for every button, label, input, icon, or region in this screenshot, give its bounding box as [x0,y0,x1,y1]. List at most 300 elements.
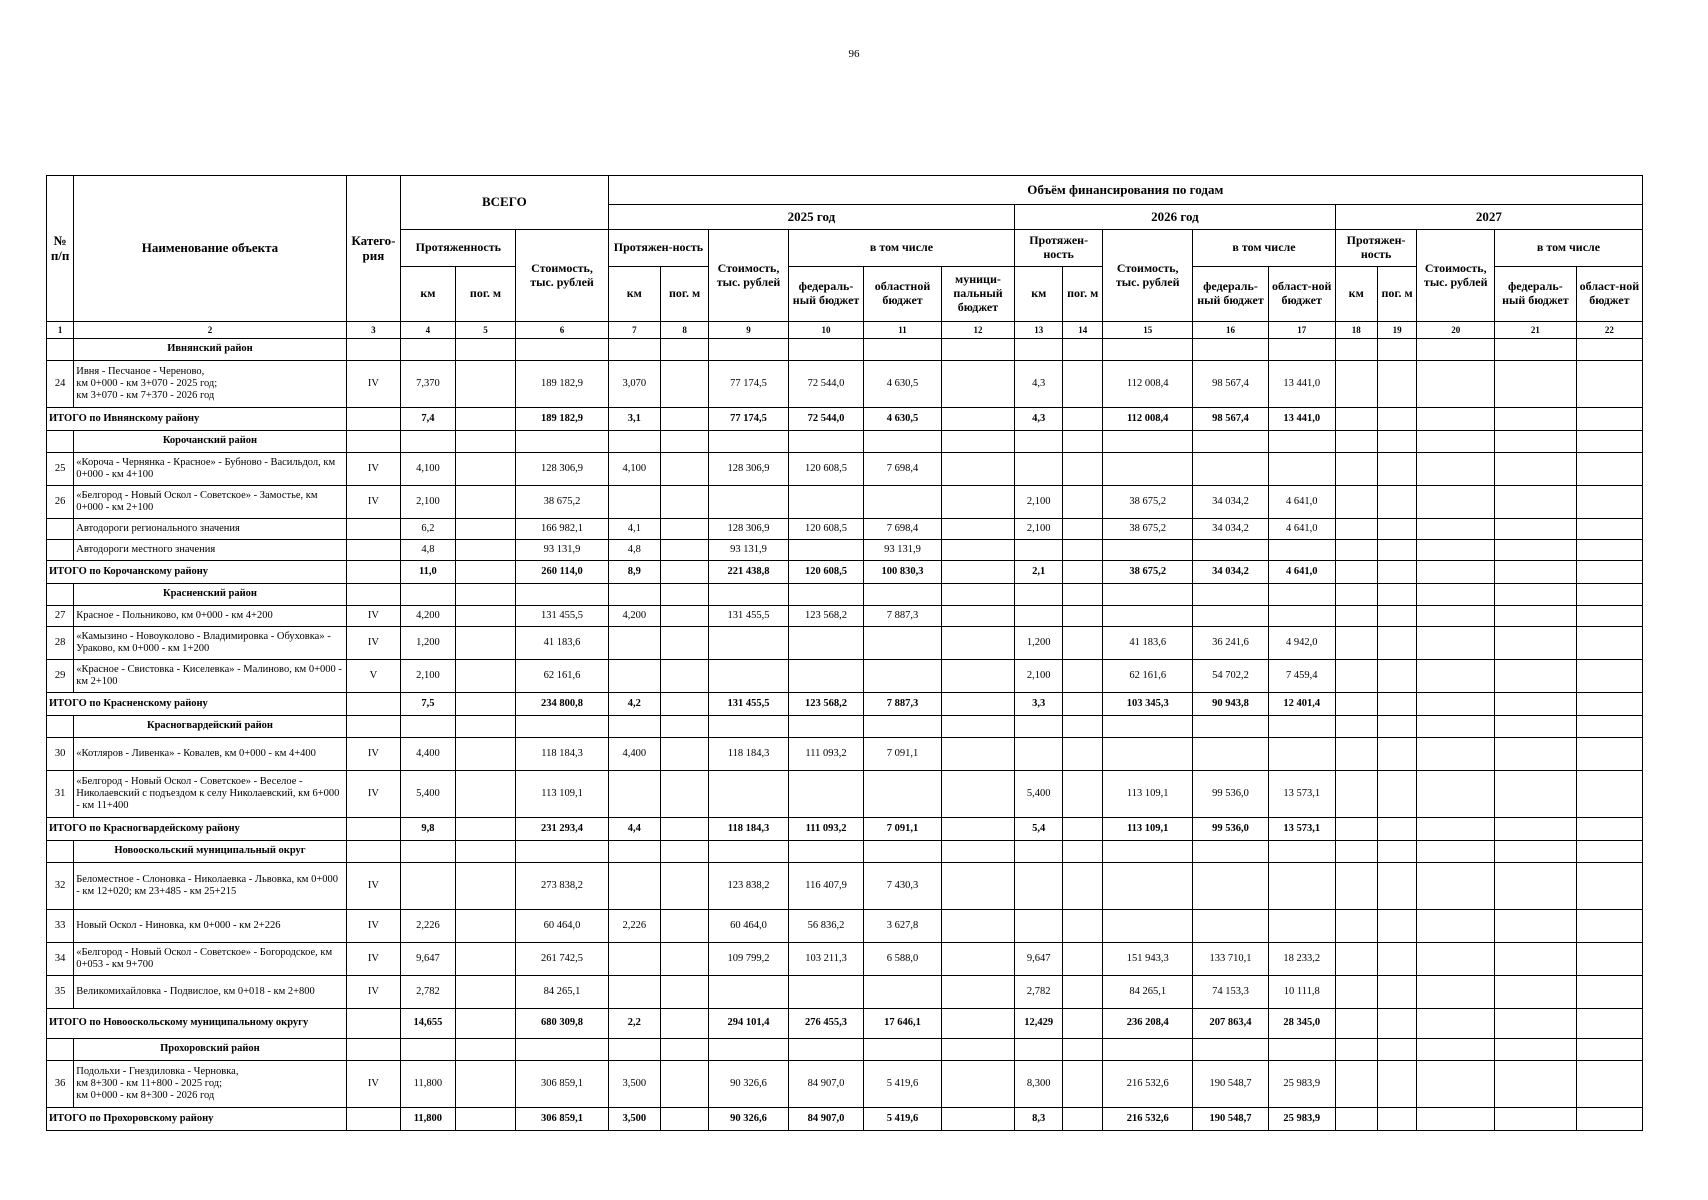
cell-y25-pog [661,1108,709,1131]
cell-y25-mun [941,361,1014,408]
cell-cost: 273 838,2 [516,863,608,910]
header-2026-length: Протяжен-ность [1015,230,1103,267]
cell-km: 1,200 [401,627,455,660]
header-year-2026: 2026 год [1015,205,1336,230]
cell-y25-fed: 123 568,2 [788,693,863,716]
cell-y25-km [608,771,660,818]
empty-cell [1377,584,1417,606]
table-row [47,361,1643,408]
empty-cell [608,584,660,606]
empty-cell [1377,431,1417,453]
cell-y26-km: 2,100 [1015,486,1063,519]
empty-cell [1576,1039,1642,1061]
cell-object-name: Красное - Польниково, км 0+000 - км 4+200 [74,606,346,627]
cell-y26-cost: 216 532,6 [1103,1061,1193,1108]
cell-2027-empty [1417,771,1495,818]
cell-y25-pog [661,627,709,660]
cell-pog [455,453,516,486]
cell-y26-pog [1063,738,1103,771]
cell-y26-cost: 41 183,6 [1103,627,1193,660]
total-row [47,1009,1643,1039]
cell-2027-empty [1495,738,1577,771]
cell-y25-obl: 7 887,3 [864,693,942,716]
cell-y25-km: 3,1 [608,408,660,431]
cell-y25-km [608,660,660,693]
cell-km: 6,2 [401,519,455,540]
empty-cell [1377,1039,1417,1061]
empty-cell [1063,716,1103,738]
cell-km: 11,800 [401,1108,455,1131]
cell-number: 36 [47,1061,74,1108]
cell-y25-fed: 116 407,9 [788,863,863,910]
cell-y25-pog [661,738,709,771]
column-number: 21 [1495,322,1577,339]
cell-y26-fed: 99 536,0 [1193,771,1268,818]
cell-y26-km: 2,1 [1015,561,1063,584]
cell-y26-pog [1063,606,1103,627]
cell-2027-empty [1417,486,1495,519]
empty-cell [1576,339,1642,361]
cell-km: 7,5 [401,693,455,716]
cell-pog [455,486,516,519]
empty-cell [864,841,942,863]
cell-y25-mun [941,519,1014,540]
cell-2027-empty [1377,910,1417,943]
cell-y25-km: 4,4 [608,818,660,841]
cell-2027-empty [1576,606,1642,627]
cell-number: 27 [47,606,74,627]
cell-y25-obl [864,976,942,1009]
cell-2027-empty [1335,486,1377,519]
cell-y25-km: 4,1 [608,519,660,540]
cell-y25-fed: 72 544,0 [788,408,863,431]
section-name: Ивнянский район [74,339,346,361]
cell-km: 2,100 [401,486,455,519]
cell-y26-cost [1103,863,1193,910]
empty-cell [788,1039,863,1061]
cell-y25-obl: 7 698,4 [864,453,942,486]
cell-y26-fed: 34 034,2 [1193,486,1268,519]
column-number: 9 [709,322,789,339]
cell-cost: 93 131,9 [516,540,608,561]
cell-2027-empty [1576,976,1642,1009]
cell-y26-cost: 84 265,1 [1103,976,1193,1009]
cell-y26-cost: 38 675,2 [1103,486,1193,519]
cell-y25-cost: 90 326,6 [709,1061,789,1108]
header-no: № п/п [47,176,74,322]
cell-y26-obl: 18 233,2 [1268,943,1335,976]
cell-object-name: Подольхи - Гнездиловка - Черновка, км 8+300 - км 11+800 - 2025 год; км 0+000 - км 8+300 - 2026 год [74,1061,346,1108]
cell-y25-cost: 77 174,5 [709,408,789,431]
cell-2027-empty [1377,561,1417,584]
cell-y26-km: 3,3 [1015,693,1063,716]
cell-2027-empty [1377,818,1417,841]
header-2027-cost: Стоимость, тыс. рублей [1417,230,1495,322]
empty-cell [1268,584,1335,606]
cell-y25-fed: 111 093,2 [788,818,863,841]
cell-km: 4,400 [401,738,455,771]
empty-cell [941,1039,1014,1061]
cell-y25-mun [941,693,1014,716]
cell-y26-fed: 207 863,4 [1193,1009,1268,1039]
cell-2027-empty [1576,519,1642,540]
cell-y26-pog [1063,540,1103,561]
cell-y25-pog [661,540,709,561]
empty-cell [1417,339,1495,361]
empty-cell [455,841,516,863]
column-number: 10 [788,322,863,339]
empty-cell [401,1039,455,1061]
cell-y25-mun [941,1061,1014,1108]
cell-y25-fed: 56 836,2 [788,910,863,943]
cell-y25-cost: 118 184,3 [709,738,789,771]
cell-y26-fed: 133 710,1 [1193,943,1268,976]
cell-y25-mun [941,910,1014,943]
cell-cost: 306 859,1 [516,1061,608,1108]
cell-pog [455,693,516,716]
cell-y26-pog [1063,361,1103,408]
header-2025-km: км [608,267,660,322]
cell-y26-km: 2,100 [1015,519,1063,540]
cell-y26-pog [1063,453,1103,486]
cell-y26-obl: 13 441,0 [1268,408,1335,431]
cell-y25-mun [941,486,1014,519]
empty-cell [941,841,1014,863]
cell-2027-empty [1495,976,1577,1009]
empty-cell [455,431,516,453]
cell-y25-mun [941,738,1014,771]
cell-y25-fed: 123 568,2 [788,606,863,627]
empty-cell [661,584,709,606]
cell-y25-mun [941,818,1014,841]
cell-category [346,1009,400,1039]
cell-y26-obl: 25 983,9 [1268,1061,1335,1108]
cell-y26-fed [1193,606,1268,627]
cell-y26-fed [1193,910,1268,943]
cell-y25-cost [709,976,789,1009]
cell-y26-cost [1103,606,1193,627]
empty-cell [346,841,400,863]
cell-y25-fed [788,660,863,693]
cell-y25-pog [661,408,709,431]
cell-y25-pog [661,693,709,716]
cell-y26-cost [1103,738,1193,771]
cell-category [346,818,400,841]
cell-2027-empty [1377,361,1417,408]
empty-cell [1417,841,1495,863]
empty-cell [709,584,789,606]
cell-y25-fed: 111 093,2 [788,738,863,771]
cell-y25-pog [661,453,709,486]
cell-y25-pog [661,1009,709,1039]
cell-y26-km: 12,429 [1015,1009,1063,1039]
cell-pog [455,606,516,627]
header-2025-cost: Стоимость, тыс. рублей [709,230,789,322]
empty-cell [709,716,789,738]
table-row [47,771,1643,818]
empty-cell [1335,339,1377,361]
cell-y26-km [1015,738,1063,771]
empty-cell [1063,339,1103,361]
cell-2027-empty [1576,863,1642,910]
cell-y25-mun [941,863,1014,910]
cell-y25-obl: 93 131,9 [864,540,942,561]
empty-cell [1335,841,1377,863]
cell-y25-fed: 103 211,3 [788,943,863,976]
cell-2027-empty [1335,863,1377,910]
cell-2027-empty [1576,818,1642,841]
empty-cell [1335,431,1377,453]
cell-category: IV [346,361,400,408]
header-total-pog: пог. м [455,267,516,322]
empty-cell [864,584,942,606]
cell-km: 5,400 [401,771,455,818]
cell-y25-cost: 123 838,2 [709,863,789,910]
cell-category [346,408,400,431]
empty-cell [1103,584,1193,606]
header-2025-mun: муници-пальный бюджет [941,267,1014,322]
cell-y25-fed [788,540,863,561]
cell-y25-mun [941,606,1014,627]
cell-2027-empty [1576,453,1642,486]
empty-cell [1063,431,1103,453]
cell-y26-cost: 236 208,4 [1103,1009,1193,1039]
cell-2027-empty [1417,660,1495,693]
total-row [47,408,1643,431]
header-name: Наименование объекта [74,176,346,322]
header-year-2027: 2027 [1335,205,1642,230]
cell-y25-cost: 60 464,0 [709,910,789,943]
empty-cell [608,431,660,453]
cell-y26-km: 1,200 [1015,627,1063,660]
cell-2027-empty [1377,1108,1417,1131]
header-year-2025: 2025 год [608,205,1015,230]
cell-2027-empty [1495,408,1577,431]
cell-2027-empty [1495,818,1577,841]
cell-y26-km: 8,300 [1015,1061,1063,1108]
empty-cell [941,431,1014,453]
cell-2027-empty [1335,738,1377,771]
empty-cell [661,339,709,361]
cell-y25-km: 4,8 [608,540,660,561]
cell-y26-cost: 112 008,4 [1103,408,1193,431]
cell-2027-empty [1495,361,1577,408]
section-row [47,584,1643,606]
cell-2027-empty [1495,660,1577,693]
header-2025-incl: в том числе [788,230,1014,267]
empty-cell [1015,339,1063,361]
cell-y25-mun [941,561,1014,584]
cell-cost: 189 182,9 [516,408,608,431]
empty-cell [1495,584,1577,606]
cell-y26-pog [1063,976,1103,1009]
column-number: 3 [346,322,400,339]
header-total-length: Протяженность [401,230,516,267]
cell-2027-empty [1576,1108,1642,1131]
cell-number: 28 [47,627,74,660]
empty-cell [661,1039,709,1061]
cell-y25-pog [661,910,709,943]
empty-cell [1015,841,1063,863]
cell-y26-obl [1268,738,1335,771]
section-row [47,431,1643,453]
column-number: 1 [47,322,74,339]
column-number: 12 [941,322,1014,339]
cell-2027-empty [1417,540,1495,561]
cell-y25-pog [661,943,709,976]
cell-cost: 166 982,1 [516,519,608,540]
cell-y26-obl: 4 942,0 [1268,627,1335,660]
cell-2027-empty [1417,453,1495,486]
cell-y25-obl: 7 091,1 [864,738,942,771]
empty-cell [788,431,863,453]
empty-cell [346,584,400,606]
cell-y25-cost: 118 184,3 [709,818,789,841]
cell-category: V [346,660,400,693]
cell-y26-pog [1063,486,1103,519]
cell-y25-obl [864,771,942,818]
empty-cell [1335,1039,1377,1061]
empty-cell [788,584,863,606]
empty-cell [1495,841,1577,863]
cell-2027-empty [1377,519,1417,540]
header-2026-obl: област-ной бюджет [1268,267,1335,322]
cell-km: 7,4 [401,408,455,431]
cell-2027-empty [1417,818,1495,841]
empty-cell [401,841,455,863]
cell-km: 2,782 [401,976,455,1009]
column-number: 17 [1268,322,1335,339]
header-2027-incl: в том числе [1495,230,1643,267]
cell-2027-empty [1335,660,1377,693]
empty-cell [1335,716,1377,738]
empty-cell [1576,584,1642,606]
cell-2027-empty [1576,693,1642,716]
cell-pog [455,771,516,818]
cell-number: 30 [47,738,74,771]
cell-y25-pog [661,606,709,627]
empty-cell [1377,841,1417,863]
cell-pog [455,943,516,976]
cell-y26-pog [1063,1009,1103,1039]
total-label: ИТОГО по Ивнянскому району [47,408,347,431]
cell-km: 9,647 [401,943,455,976]
cell-cost: 113 109,1 [516,771,608,818]
empty-cell [864,339,942,361]
cell-y25-fed: 84 907,0 [788,1108,863,1131]
empty-cell [1193,584,1268,606]
cell-y25-obl: 7 698,4 [864,519,942,540]
empty-cell [941,716,1014,738]
cell-y25-mun [941,1108,1014,1131]
section-spacer [47,431,74,453]
cell-y25-fed: 120 608,5 [788,453,863,486]
cell-y25-pog [661,660,709,693]
cell-y25-km [608,863,660,910]
total-row [47,693,1643,716]
empty-cell [516,716,608,738]
section-row [47,841,1643,863]
table-row [47,606,1643,627]
cell-km: 9,8 [401,818,455,841]
cell-y26-cost: 62 161,6 [1103,660,1193,693]
cell-2027-empty [1495,1009,1577,1039]
section-row [47,716,1643,738]
empty-cell [1268,339,1335,361]
cell-y25-cost: 128 306,9 [709,519,789,540]
section-row [47,1039,1643,1061]
cell-2027-empty [1495,863,1577,910]
cell-object-name: Великомихайловка - Подвислое, км 0+018 - км 2+800 [74,976,346,1009]
cell-y26-obl: 25 983,9 [1268,1108,1335,1131]
cell-y25-cost: 221 438,8 [709,561,789,584]
cell-2027-empty [1377,976,1417,1009]
cell-y26-km: 9,647 [1015,943,1063,976]
cell-y26-fed [1193,738,1268,771]
empty-cell [608,841,660,863]
empty-cell [516,584,608,606]
cell-y25-km [608,976,660,1009]
section-spacer [47,841,74,863]
total-label: ИТОГО по Красненскому району [47,693,347,716]
empty-cell [864,431,942,453]
header-2026-incl: в том числе [1193,230,1336,267]
empty-cell [401,339,455,361]
empty-cell [709,1039,789,1061]
cell-2027-empty [1495,1061,1577,1108]
empty-cell [608,716,660,738]
cell-category: IV [346,910,400,943]
cell-y26-fed: 34 034,2 [1193,519,1268,540]
empty-cell [1103,841,1193,863]
cell-y25-km: 4,200 [608,606,660,627]
cell-y25-km: 3,500 [608,1061,660,1108]
cell-y25-km: 4,100 [608,453,660,486]
cell-y25-cost: 93 131,9 [709,540,789,561]
empty-cell [516,841,608,863]
cell-2027-empty [1377,1061,1417,1108]
column-number: 14 [1063,322,1103,339]
cell-2027-empty [1335,627,1377,660]
cell-y25-pog [661,561,709,584]
cell-2027-empty [1377,540,1417,561]
empty-cell [1193,1039,1268,1061]
cell-pog [455,1009,516,1039]
cell-y26-obl [1268,606,1335,627]
cell-y25-km: 3,500 [608,1108,660,1131]
cell-pog [455,361,516,408]
header-2027-length: Протяжен-ность [1335,230,1417,267]
cell-y25-obl: 7 430,3 [864,863,942,910]
cell-y25-fed: 276 455,3 [788,1009,863,1039]
cell-number: 35 [47,976,74,1009]
cell-2027-empty [1495,693,1577,716]
cell-category: IV [346,606,400,627]
cell-number: 33 [47,910,74,943]
cell-category: IV [346,1061,400,1108]
section-name: Новооскольский муниципальный округ [74,841,346,863]
cell-2027-empty [1576,540,1642,561]
cell-2027-empty [1417,943,1495,976]
table-row [47,863,1643,910]
empty-cell [1417,584,1495,606]
table-row [47,943,1643,976]
cell-2027-empty [1417,408,1495,431]
cell-category: IV [346,771,400,818]
cell-y25-fed [788,486,863,519]
empty-cell [346,1039,400,1061]
empty-cell [864,716,942,738]
